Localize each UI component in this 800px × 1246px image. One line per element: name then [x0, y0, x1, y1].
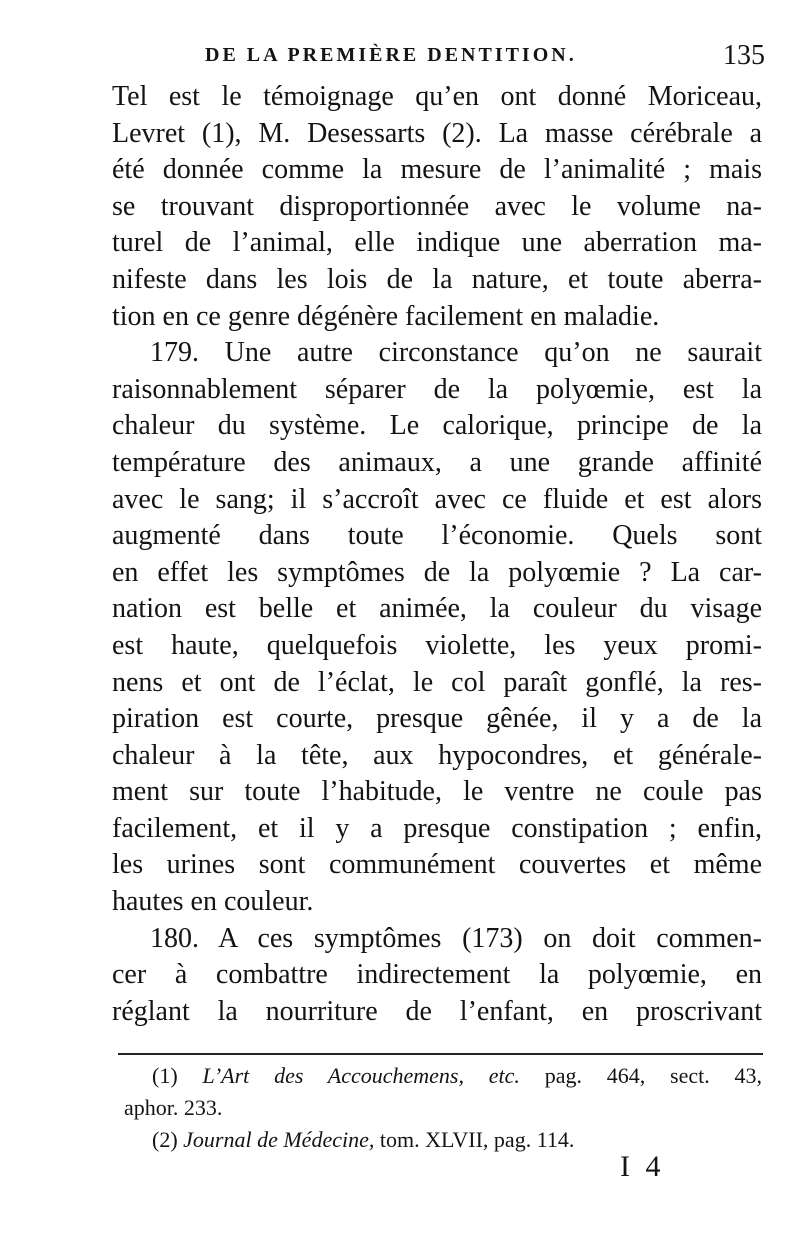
text-line: ment sur toute l’habitude, le ventre ne coule pas [112, 776, 762, 808]
text-line: turel de l’animal, elle indique une aberration ma- [112, 227, 762, 259]
footnote-1 [112, 1060, 762, 1092]
footnote-1-reference: L’Art des Accouchemens, etc. [202, 1063, 520, 1088]
text-line: hautes en couleur. [112, 886, 314, 918]
paragraph-179-start: 179. Une autre circonstance qu’on ne saurait [150, 337, 762, 369]
footnote-2-reference: Journal de Médecine, [183, 1127, 375, 1152]
text-line: est haute, quelquefois violette, les yeux promi- [112, 629, 762, 661]
running-title: DE LA PREMIÈRE DENTITION. [205, 44, 577, 66]
text-line: nens et ont de l’éclat, le col paraît gonflé, la res- [112, 666, 762, 698]
page-number: 135 [723, 40, 765, 71]
text-line: en effet les symptômes de la polyœmie ? La car- [112, 556, 762, 588]
text-line: réglant la nourriture de l’enfant, en proscrivant [112, 995, 762, 1027]
footnotes [112, 1060, 762, 1156]
text-line: les urines sont communément couvertes et même [112, 849, 762, 881]
text-line: tion en ce genre dégénère facilement en maladie. [112, 300, 660, 332]
text-line: avec le sang; il s’accroît avec ce fluide et est alors [112, 483, 762, 515]
footnote-2-number: (2) [152, 1127, 178, 1152]
signature-mark: I 4 [620, 1150, 665, 1183]
text-line: nation est belle et animée, la couleur du visage [112, 593, 762, 625]
footnote-1-location: pag. 464, sect. 43, [544, 1063, 763, 1088]
footnote-1-number: (1) [152, 1063, 178, 1088]
text-line: température des animaux, a une grande affinité [112, 446, 762, 478]
text-line: chaleur à la tête, aux hypocondres, et généralе- [112, 739, 762, 771]
text-line: Tel est le témoignage qu’en ont donné Moriceau, [112, 81, 762, 112]
text-line: cer à combattre indirectement la polyœmie, en [112, 959, 762, 991]
footnote-2 [112, 1124, 762, 1156]
text-line: augmenté dans toute l’économie. Quels sont [112, 520, 762, 552]
text-line: facilement, et il y a presque constipation ; enfin, [112, 812, 762, 844]
text-line: raisonnablement séparer de la polyœmie, est la [112, 373, 762, 405]
paragraph-180-start: 180. A ces symptômes (173) on doit commen- [150, 922, 762, 954]
text-line: piration est courte, presque gênée, il y a de la [112, 703, 762, 735]
footnote-rule [118, 1053, 763, 1055]
text-line: chaleur du système. Le calorique, principe de la [112, 410, 762, 442]
body-text [112, 79, 762, 1030]
footnote-1-continuation: aphor. 233. [124, 1095, 223, 1120]
text-line: nifeste dans les lois de la nature, et toute aberra- [112, 263, 762, 295]
text-line: été donnée comme la mesure de l’animalité ; mais [112, 154, 762, 186]
text-line: Levret (1), M. Desessarts (2). La masse cérébrale a [112, 117, 762, 149]
text-line: se trouvant disproportionnée avec le volume na- [112, 190, 762, 222]
footnote-2-location: tom. XLVII, pag. 114. [379, 1127, 575, 1152]
running-head [205, 40, 765, 74]
